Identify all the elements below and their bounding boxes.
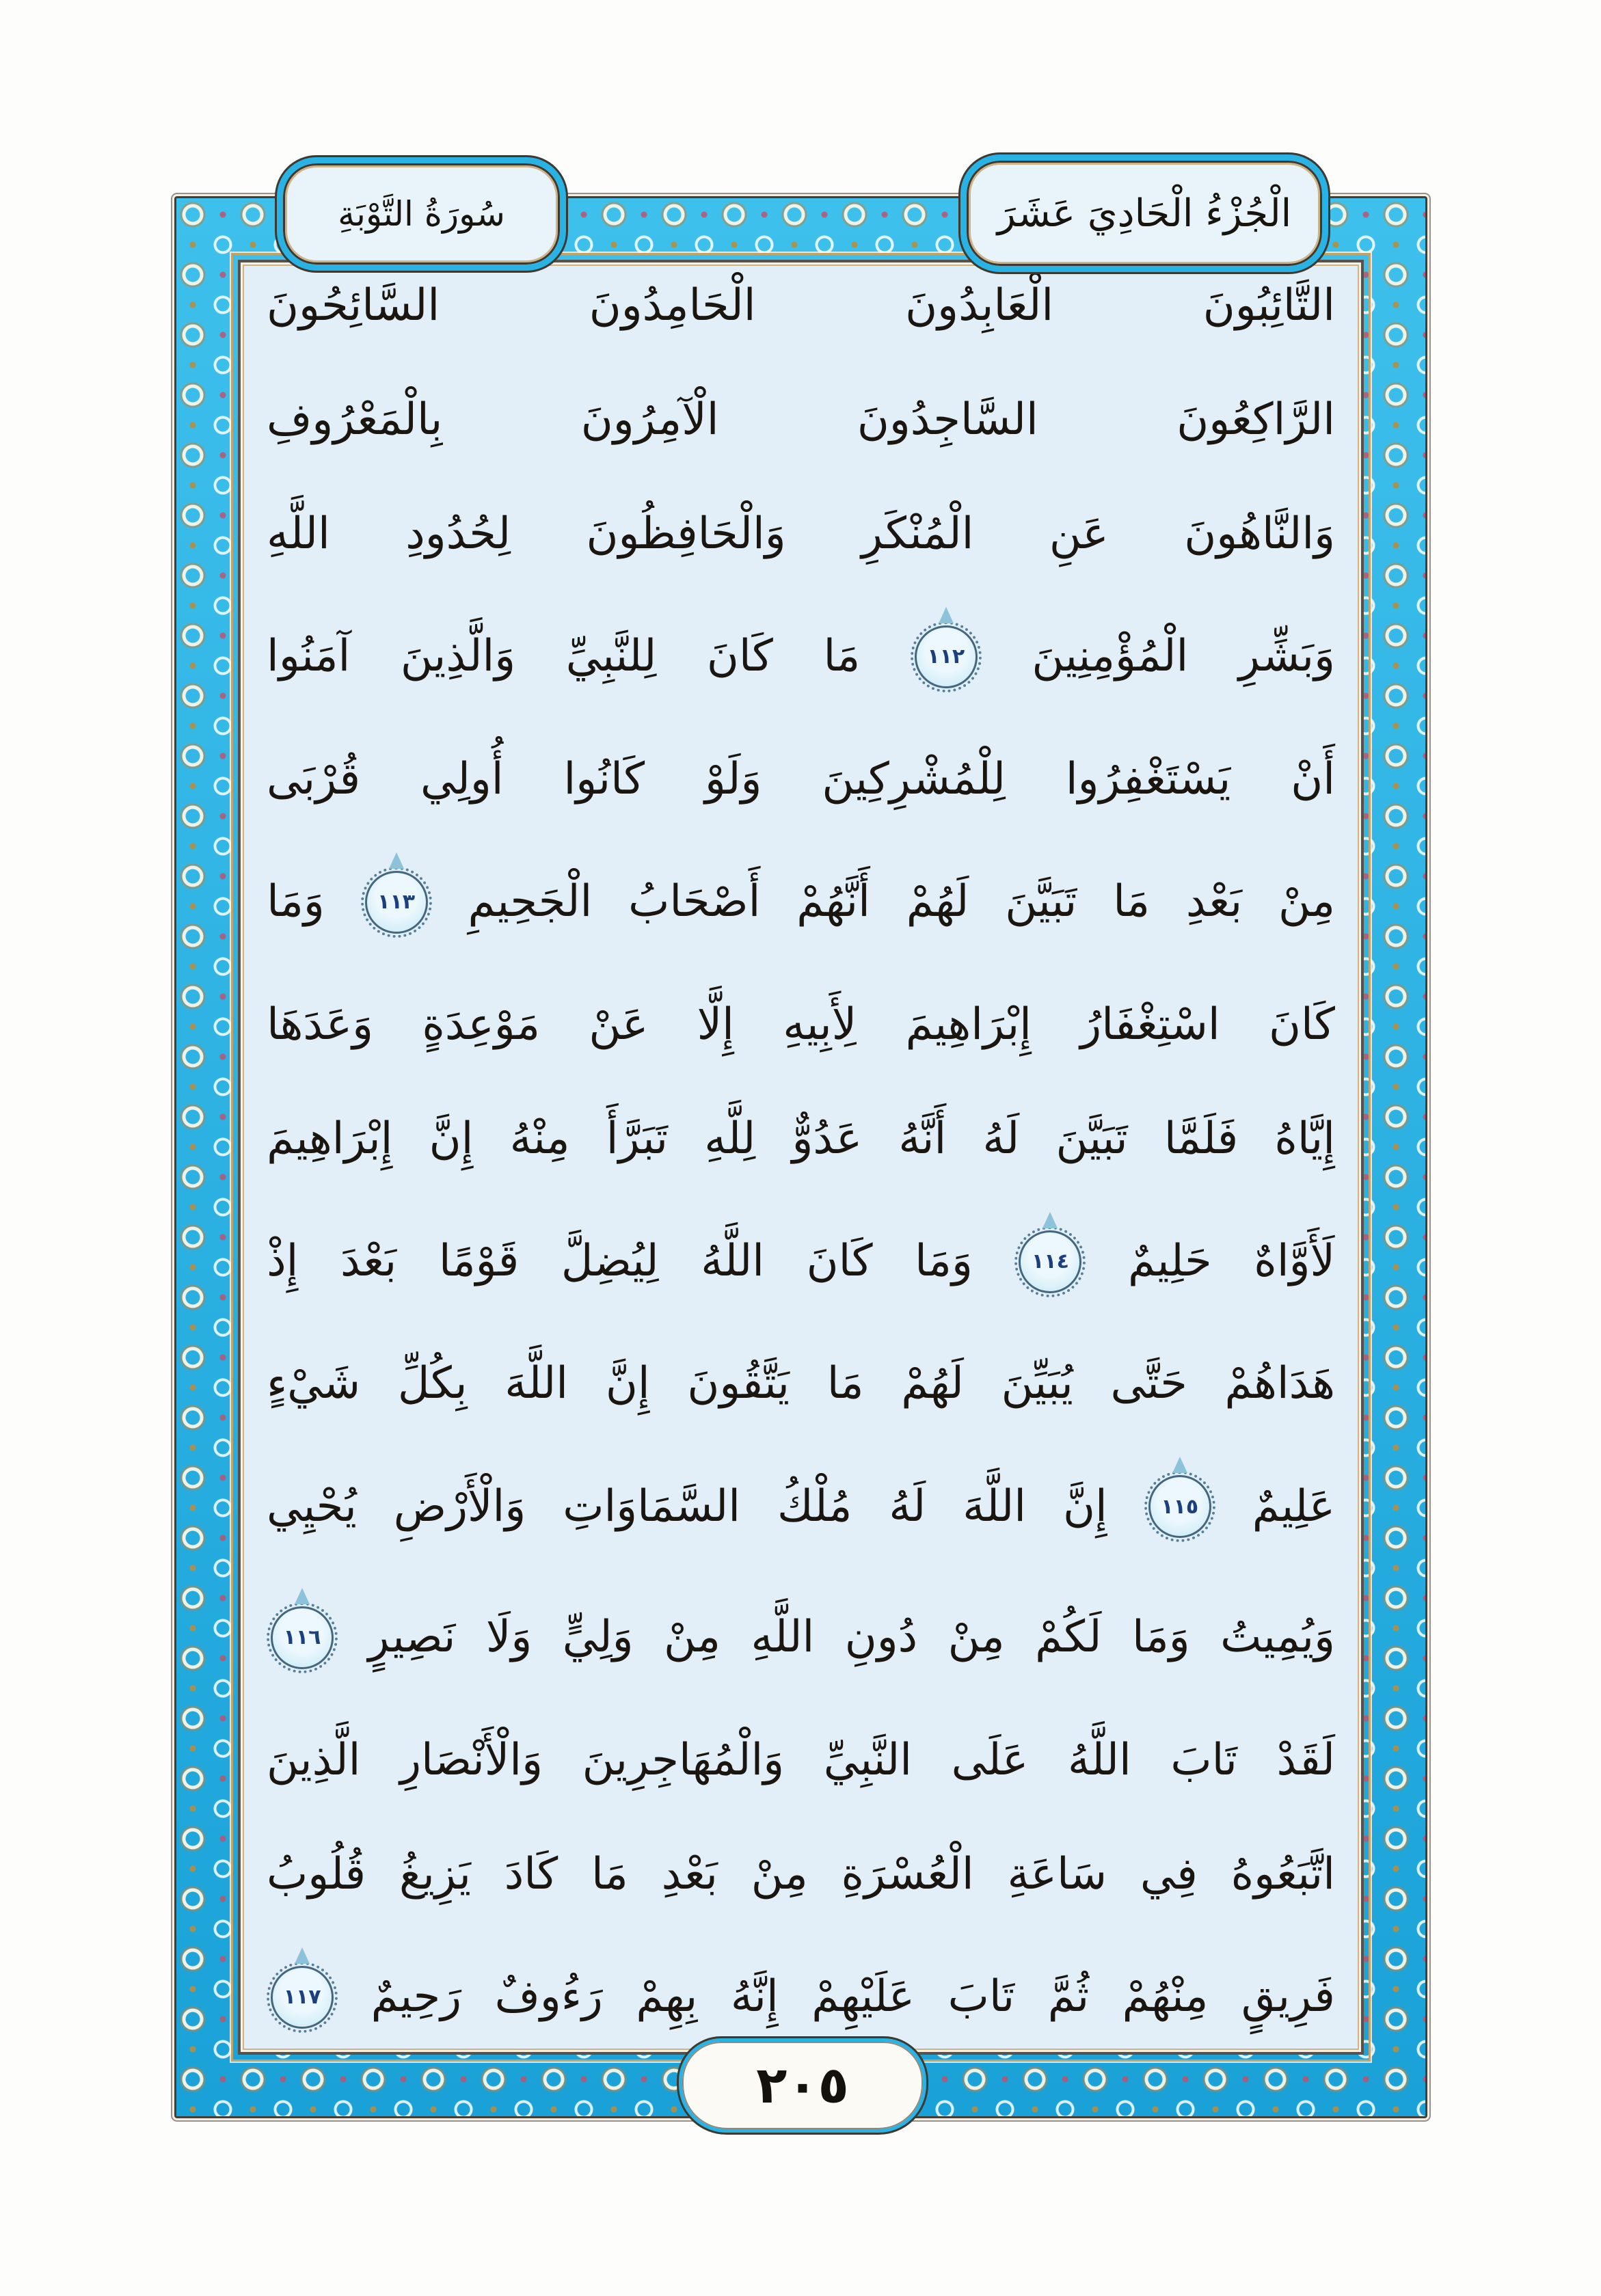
quran-word: أُولِي (420, 753, 504, 805)
quran-word: لِحُدُودِ (405, 508, 511, 559)
quran-word: فَرِيقٍ (1241, 1971, 1335, 2023)
quran-word: لَقَدْ (1276, 1734, 1335, 1785)
quran-word: إِلَّا (697, 999, 734, 1050)
quran-word: إِيَّاهُ (1274, 1113, 1335, 1164)
quran-word: يُحْيِي (267, 1481, 357, 1532)
quran-line (267, 1475, 1335, 1538)
quran-word: عَلَى (951, 1734, 1029, 1785)
quran-word: وَالْحَافِظُونَ (586, 508, 786, 559)
ayah-end-marker: ١١٧ (271, 1966, 334, 2029)
quran-word: وَالنَّاهُونَ (1184, 508, 1335, 559)
quran-word: لِلنَّبِيِّ (565, 631, 657, 682)
quran-word: كَانَ (1269, 999, 1335, 1050)
quran-word: ثُمَّ (1047, 1971, 1090, 2023)
quran-word: الْمُؤْمِنِينَ (1032, 631, 1189, 682)
quran-word: مَا (823, 631, 861, 682)
quran-line (267, 871, 1335, 934)
quran-word: تَبَرَّأَ (606, 1113, 668, 1164)
quran-word: السَّاجِدُونَ (857, 394, 1038, 445)
quran-word: إِبْرَاهِيمَ (267, 1113, 393, 1164)
ayah-end-marker: ١١٦ (271, 1606, 334, 1669)
quran-word: عَلَيْهِمْ (811, 1971, 915, 2023)
quran-word: الْجَحِيمِ (468, 876, 593, 928)
quran-word: وَمَا (915, 1235, 973, 1286)
quran-word: سَاعَةِ (1007, 1848, 1107, 1900)
quran-word: فِي (1140, 1848, 1198, 1900)
quran-word: وَالْمُهَاجِرِينَ (582, 1734, 785, 1785)
quran-word: مِنْهُمْ (1122, 1971, 1209, 2023)
quran-word: تَبَيَّنَ (1005, 876, 1077, 928)
quran-line (267, 625, 1335, 688)
quran-line (267, 1734, 1335, 1785)
surah-title: سُورَةُ التَّوْبَةِ (338, 194, 505, 234)
quran-word: كَانُوا (563, 753, 645, 805)
quran-word: اللَّهُ (1067, 1734, 1131, 1785)
quran-word: هَدَاهُمْ (1224, 1358, 1335, 1409)
quran-word: رَحِيمٌ (371, 1971, 462, 2023)
quran-word: يَتَّقُونَ (687, 1358, 790, 1409)
quran-word: حَتَّى (1110, 1358, 1187, 1409)
quran-line (267, 1848, 1335, 1900)
quran-word: وَلَوْ (704, 753, 762, 805)
quran-line (267, 1606, 1335, 1669)
quran-word: وَعَدَهَا (267, 999, 374, 1050)
quran-word: قُلُوبُ (267, 1848, 366, 1900)
quran-word: رَءُوفٌ (494, 1971, 603, 2023)
quran-word: الَّذِينَ (267, 1734, 361, 1785)
quran-word: أَصْحَابُ (628, 876, 761, 928)
ayah-end-marker: ١١٣ (365, 871, 428, 934)
quran-word: حَلِيمٌ (1128, 1235, 1212, 1286)
ornamental-border-frame (174, 196, 1427, 2118)
quran-word: إِذْ (267, 1235, 299, 1286)
text-panel (238, 260, 1364, 2055)
quran-line (267, 999, 1335, 1050)
quran-word: قُرْبَى (267, 753, 361, 805)
quran-word: وَمَا (1131, 1612, 1190, 1663)
quran-word: عَلِيمٌ (1252, 1481, 1335, 1532)
quran-word: بِهِمْ (636, 1971, 698, 2023)
quran-word: كَانَ (806, 1235, 873, 1286)
quran-word: وَلَا (485, 1612, 533, 1663)
quran-word: وَيُمِيتُ (1220, 1612, 1335, 1663)
quran-word: عَدُوٌّ (792, 1113, 863, 1164)
quran-word: مَا (1113, 876, 1150, 928)
quran-word: مِنْ (947, 1612, 1005, 1663)
page-number: ٢٠٥ (756, 2056, 849, 2115)
quran-word: تَابَ (947, 1971, 1015, 2023)
quran-word: اسْتِغْفَارُ (1080, 999, 1220, 1050)
quran-word: لَهُ (982, 1113, 1020, 1164)
quran-line (267, 394, 1335, 445)
quran-word: لِلَّهِ (704, 1113, 756, 1164)
quran-word: الْعَابِدُونَ (905, 280, 1054, 331)
quran-word: أَنَّهُمْ (796, 876, 870, 928)
quran-word: وَمَا (267, 876, 325, 928)
quran-word: بِالْمَعْرُوفِ (267, 394, 443, 445)
quran-word: لَهُمْ (901, 1358, 964, 1409)
quran-word: قَوْمًا (438, 1235, 520, 1286)
quran-word: وَبَشِّرِ (1238, 631, 1335, 682)
quran-word: يَزِيغُ (399, 1848, 471, 1900)
quran-word: اللَّهَ (963, 1481, 1026, 1532)
quran-word: لَأَوَّاهٌ (1254, 1235, 1335, 1286)
quran-word: اتَّبَعُوهُ (1230, 1848, 1335, 1900)
page-number-cartouche (679, 2038, 926, 2133)
quran-word: مِنْ (664, 1612, 721, 1663)
quran-word: وَلِيٍّ (562, 1612, 634, 1663)
quran-word: لَكُمْ (1035, 1612, 1102, 1663)
quran-word: تَابَ (1170, 1734, 1237, 1785)
quran-word: الْآمِرُونَ (580, 394, 719, 445)
quran-word: مَا (591, 1848, 628, 1900)
quran-word: إِنَّ (429, 1113, 474, 1164)
quran-word: مِنْهُ (509, 1113, 570, 1164)
juz-title: الْجُزْءُ الْحَادِيَ عَشَرَ (997, 191, 1292, 236)
quran-word: وَالَّذِينَ (400, 631, 516, 682)
quran-word: تَبَيَّنَ (1055, 1113, 1128, 1164)
juz-header-cartouche (960, 154, 1328, 272)
quran-word: السَّائِحُونَ (267, 280, 440, 331)
ayah-end-marker: ١١٤ (1019, 1230, 1081, 1293)
surah-header-cartouche (277, 157, 566, 271)
quran-word: لِأَبِيهِ (783, 999, 857, 1050)
quran-word: لِلْمُشْرِكِينَ (822, 753, 1006, 805)
quran-word: لِيُضِلَّ (561, 1235, 659, 1286)
quran-word: أَنْ (1291, 753, 1335, 805)
quran-word: وَالْأَرْضِ (393, 1481, 526, 1532)
quran-line (267, 1113, 1335, 1164)
quran-word: الرَّاكِعُونَ (1176, 394, 1335, 445)
ayah-end-marker: ١١٢ (915, 625, 978, 688)
quran-word: بَعْدِ (1185, 876, 1243, 928)
quran-word: اللَّهُ (701, 1235, 764, 1286)
quran-word: اللَّهِ (267, 508, 330, 559)
quran-line (267, 1230, 1335, 1293)
quran-word: مُلْكُ (777, 1481, 852, 1532)
quran-word: الْمُنْكَرِ (861, 508, 974, 559)
quran-word: بَعْدِ (661, 1848, 718, 1900)
quran-line (267, 508, 1335, 559)
quran-word: اللَّهَ (504, 1358, 569, 1409)
quran-word: دُونِ (844, 1612, 918, 1663)
quran-word: فَلَمَّا (1163, 1113, 1239, 1164)
quran-word: مِنْ (1278, 876, 1335, 928)
quran-word: إِبْرَاهِيمَ (905, 999, 1032, 1050)
quran-word: شَيْءٍ (267, 1358, 361, 1409)
quran-word: إِنَّهُ (730, 1971, 779, 2023)
quran-word: لَهُمْ (906, 876, 969, 928)
quran-word: اللَّهِ (751, 1612, 815, 1663)
quran-word: وَالْأَنْصَارِ (400, 1734, 543, 1785)
quran-word: بَعْدَ (340, 1235, 397, 1286)
quran-word: التَّائِبُونَ (1202, 280, 1335, 331)
quran-word: الْعُسْرَةِ (841, 1848, 974, 1900)
quran-word: أَنَّهُ (898, 1113, 947, 1164)
quran-word: إِنَّ (1062, 1481, 1107, 1532)
quran-word: لَهُ (889, 1481, 926, 1532)
quran-word: كَادَ (504, 1848, 559, 1900)
quran-word: إِنَّ (605, 1358, 650, 1409)
quran-line (267, 1358, 1335, 1409)
quran-word: عَنْ (589, 999, 649, 1050)
quran-line (267, 1966, 1335, 2029)
quran-word: آمَنُوا (267, 631, 351, 682)
quran-word: بِكُلِّ (397, 1358, 468, 1409)
quran-word: الْحَامِدُونَ (589, 280, 756, 331)
quran-word: يَسْتَغْفِرُوا (1065, 753, 1231, 805)
quran-line (267, 753, 1335, 805)
quran-word: السَّمَاوَاتِ (563, 1481, 741, 1532)
quran-word: مَا (826, 1358, 864, 1409)
quran-word: كَانَ (706, 631, 773, 682)
quran-word: يُبَيِّنَ (1001, 1358, 1073, 1409)
quran-word: نَصِيرٍ (368, 1612, 456, 1663)
quran-line (267, 280, 1335, 331)
quran-word: مِنْ (751, 1848, 808, 1900)
quran-word: عَنِ (1049, 508, 1109, 559)
ayah-end-marker: ١١٥ (1148, 1475, 1211, 1538)
quran-word: النَّبِيِّ (823, 1734, 913, 1785)
quran-text-area (267, 280, 1335, 2029)
quran-word: مَوْعِدَةٍ (422, 999, 541, 1050)
